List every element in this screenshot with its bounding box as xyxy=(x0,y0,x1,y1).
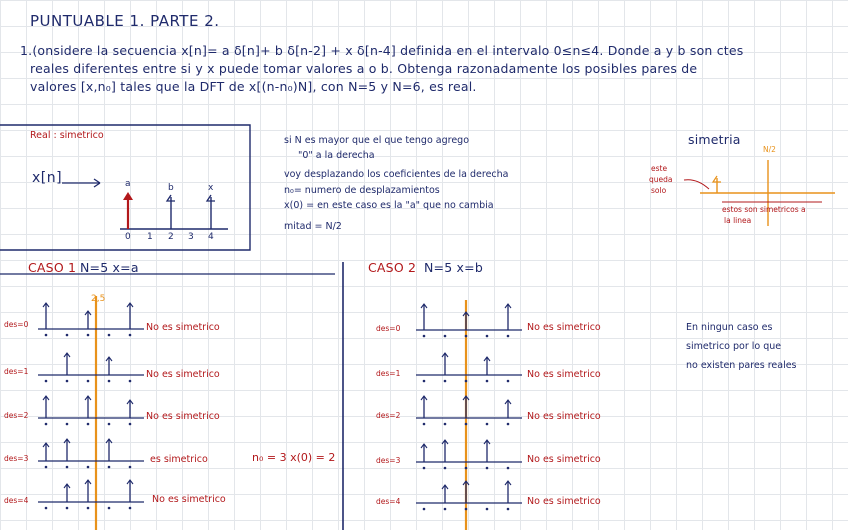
caso2-row2-label: des=2 xyxy=(376,411,401,420)
caso2-row2-tick-4 xyxy=(507,423,510,426)
caso1-params: N=5 x=a xyxy=(80,260,139,275)
conclusion-line-2: simetrico por lo que xyxy=(686,341,782,352)
sym-left-note-3: solo xyxy=(651,186,667,195)
box-title: Real : simetrico xyxy=(30,130,104,141)
caso2-row3-tick-4 xyxy=(507,467,510,470)
sym-left-note-2: queda xyxy=(649,175,673,184)
caso1-row1-tick-0 xyxy=(45,380,48,383)
caso2-row3-label: des=3 xyxy=(376,456,401,465)
caso1-row0-tick-1 xyxy=(66,334,69,337)
caso1-row1-label: des=1 xyxy=(4,367,29,376)
caso2-row3-tick-1 xyxy=(444,467,447,470)
caso2-row4-label: des=4 xyxy=(376,497,401,506)
page-title: PUNTUABLE 1. PARTE 2. xyxy=(30,12,220,30)
caso1-row1-tick-2 xyxy=(87,380,90,383)
note-6: mitad = N/2 xyxy=(284,221,342,232)
caso2-row2-verdict: No es simetrico xyxy=(527,411,601,422)
caso1-row2-tick-4 xyxy=(129,423,132,426)
caso2-row1-verdict: No es simetrico xyxy=(527,369,601,380)
caso2-row0-tick-2 xyxy=(465,335,468,338)
caso2-row0-tick-1 xyxy=(444,335,447,338)
caso2-row2-tick-3 xyxy=(486,423,489,426)
caso1-row4-tick-3 xyxy=(108,507,111,510)
caso2-row1-tick-1 xyxy=(444,380,447,383)
caso2-row0-label: des=0 xyxy=(376,324,401,333)
tick-3: 3 xyxy=(188,232,194,242)
caso1-row0-label: des=0 xyxy=(4,320,29,329)
caso1-row0-tick-2 xyxy=(87,334,90,337)
caso2-row1-label: des=1 xyxy=(376,369,401,378)
tick-2: 2 xyxy=(168,232,174,242)
caso1-row2-tick-1 xyxy=(66,423,69,426)
signal-label: x[n] xyxy=(32,170,63,186)
sym-right-note-2: la linea xyxy=(724,216,752,225)
caso2-row1-tick-0 xyxy=(423,380,426,383)
statement-line-1: 1.(onsidere la secuencia x[n]= a δ[n]+ b δ[n-2] + x δ[n-4] definida en el intervalo 0≤n≤4. Donde a y b son ctes xyxy=(20,43,744,58)
statement-line-3: valores [x,n₀] tales que la DFT de x[(n-n₀)N], con N=5 y N=6, es real. xyxy=(30,79,477,94)
caso2-row2-tick-2 xyxy=(465,423,468,426)
caso2-row0-tick-3 xyxy=(486,335,489,338)
caso2-row1-tick-3 xyxy=(486,380,489,383)
caso1-plots xyxy=(38,303,144,509)
caso2-row4-verdict: No es simetrico xyxy=(527,496,601,507)
caso2-row0-verdict: No es simetrico xyxy=(527,322,601,333)
caso1-row1-tick-4 xyxy=(129,380,132,383)
caso1-row3-tick-3 xyxy=(108,466,111,469)
caso1-row3-verdict: es simetrico xyxy=(150,454,208,465)
caso1-row2-tick-0 xyxy=(45,423,48,426)
caso1-row4-label: des=4 xyxy=(4,496,29,505)
stem-label-b: b xyxy=(168,183,174,193)
tick-0: 0 xyxy=(125,232,131,242)
tick-1: 1 xyxy=(147,232,153,242)
caso2-row2-tick-1 xyxy=(444,423,447,426)
sym-fraction: N/2 xyxy=(763,145,776,154)
caso1-row4-tick-1 xyxy=(66,507,69,510)
sym-right-note-1: estos son simetricos a xyxy=(722,205,806,214)
caso2-row0-tick-0 xyxy=(423,335,426,338)
caso1-row4-tick-2 xyxy=(87,507,90,510)
caso1-row4-verdict: No es simetrico xyxy=(152,494,226,505)
caso1-row0-verdict: No es simetrico xyxy=(146,322,220,333)
caso2-plots xyxy=(416,304,522,510)
caso2-row4-tick-1 xyxy=(444,508,447,511)
sym-title: simetria xyxy=(688,132,741,147)
caso1-result: n₀ = 3 x(0) = 2 xyxy=(252,451,336,464)
caso2-row3-tick-0 xyxy=(423,467,426,470)
caso2-row4-tick-2 xyxy=(465,508,468,511)
caso1-row3-tick-1 xyxy=(66,466,69,469)
caso1-row2-tick-3 xyxy=(108,423,111,426)
sym-left-note-1: este xyxy=(651,164,668,173)
note-2: "0" a la derecha xyxy=(298,150,375,161)
caso1-row3-tick-2 xyxy=(87,466,90,469)
caso2-row1-tick-4 xyxy=(507,380,510,383)
caso2-row4-tick-3 xyxy=(486,508,489,511)
caso1-title: CASO 1 xyxy=(28,260,77,275)
caso1-row0-tick-3 xyxy=(108,334,111,337)
conclusion-line-1: En ningun caso es xyxy=(686,322,773,333)
caso2-row0-tick-4 xyxy=(507,335,510,338)
caso2-row1-tick-2 xyxy=(465,380,468,383)
stem-label-x: x xyxy=(208,183,214,193)
caso1-row3-label: des=3 xyxy=(4,454,29,463)
note-4: n₀= numero de desplazamientos xyxy=(284,185,440,196)
caso1-row2-label: des=2 xyxy=(4,411,29,420)
caso2-row3-tick-3 xyxy=(486,467,489,470)
caso2-params: N=5 x=b xyxy=(424,260,483,275)
caso1-row1-tick-3 xyxy=(108,380,111,383)
note-1: si N es mayor que el que tengo agrego xyxy=(284,135,470,146)
stem-label-a: a xyxy=(125,179,131,189)
caso2-row3-verdict: No es simetrico xyxy=(527,454,601,465)
caso2-row3-tick-2 xyxy=(465,467,468,470)
caso2-row4-tick-0 xyxy=(423,508,426,511)
note-5: x(0) = en este caso es la "a" que no cambia xyxy=(284,200,494,211)
tick-4: 4 xyxy=(208,232,214,242)
caso2-title: CASO 2 xyxy=(368,260,417,275)
statement-line-2: reales diferentes entre si y x puede tomar valores a o b. Obtenga razonadamente los posibles pares de xyxy=(30,61,698,76)
caso1-row0-tick-4 xyxy=(129,334,132,337)
caso1-row1-verdict: No es simetrico xyxy=(146,369,220,380)
caso1-row3-tick-0 xyxy=(45,466,48,469)
caso1-row1-tick-1 xyxy=(66,380,69,383)
caso2-row4-tick-4 xyxy=(507,508,510,511)
caso1-mid-label: 2,5 xyxy=(91,294,106,304)
caso1-row4-tick-4 xyxy=(129,507,132,510)
caso2-row2-tick-0 xyxy=(423,423,426,426)
conclusion-line-3: no existen pares reales xyxy=(686,360,797,371)
caso1-row2-tick-2 xyxy=(87,423,90,426)
caso1-row3-tick-4 xyxy=(129,466,132,469)
caso1-row2-verdict: No es simetrico xyxy=(146,411,220,422)
caso1-row4-tick-0 xyxy=(45,507,48,510)
caso1-row0-tick-0 xyxy=(45,334,48,337)
note-3: voy desplazando los coeficientes de la derecha xyxy=(284,169,509,180)
